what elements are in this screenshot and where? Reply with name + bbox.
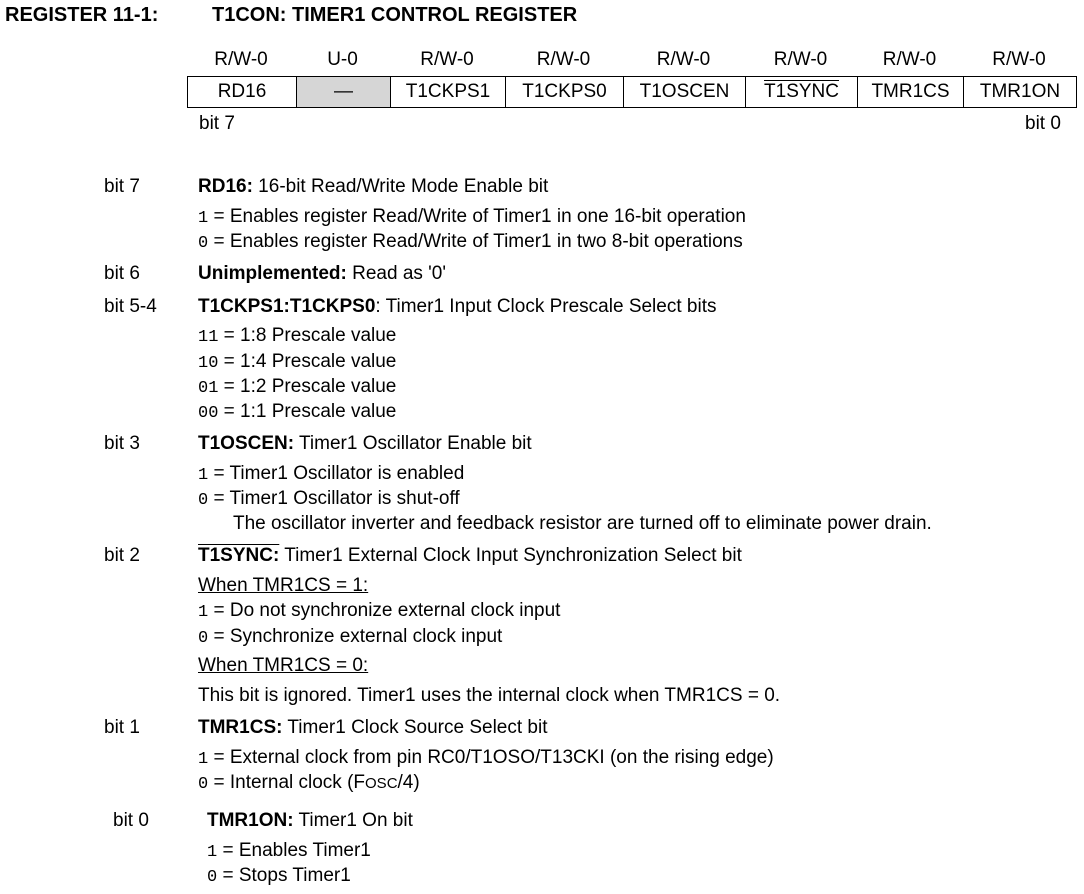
bit-value: 0	[198, 234, 209, 253]
condition-tmr1cs-1: When TMR1CS = 1:	[198, 575, 369, 596]
access-bit1: R/W-0	[882, 49, 937, 70]
value-meaning: = Timer1 Oscillator is enabled	[208, 463, 465, 484]
value-line	[198, 600, 560, 622]
value-line	[198, 401, 396, 423]
value-line	[198, 351, 396, 373]
bit-name: Unimplemented:	[198, 263, 347, 284]
value-line	[207, 865, 351, 887]
access-bit6: U-0	[327, 49, 358, 70]
bit-summary: Timer1 External Clock Input Synchronization Select bit	[279, 545, 742, 566]
value-line	[198, 463, 464, 485]
value-meaning: = 1:1 Prescale value	[218, 401, 397, 422]
bit-heading	[207, 810, 413, 832]
value-meaning: = 1:8 Prescale value	[218, 325, 397, 346]
value-meaning: = Stops Timer1	[217, 865, 351, 886]
value-line	[198, 747, 774, 769]
msb-label: bit 7	[199, 113, 235, 134]
bit-heading	[198, 545, 742, 567]
register-name: T1CON: TIMER1 CONTROL REGISTER	[212, 4, 578, 26]
value-meaning: = Synchronize external clock input	[208, 626, 503, 647]
bit-summary: 16-bit Read/Write Mode Enable bit	[252, 176, 549, 197]
bit-heading	[198, 263, 446, 285]
value-line	[198, 626, 502, 648]
value-line	[198, 206, 746, 228]
value-meaning: = Enables register Read/Write of Timer1 in two 8-bit operations	[208, 231, 743, 252]
condition-tmr1cs-0: When TMR1CS = 0:	[198, 655, 369, 676]
value-line	[198, 231, 743, 253]
access-bit4: R/W-0	[536, 49, 591, 70]
oscillator-note: The oscillator inverter and feedback resistor are turned off to eliminate power drain.	[233, 513, 932, 534]
value-meaning: = 1:2 Prescale value	[218, 376, 397, 397]
t1sync-overlined-label: T1SYNC	[764, 81, 839, 102]
value-line	[198, 488, 460, 510]
bit-label: bit 6	[104, 263, 140, 284]
value-meaning: = Enables register Read/Write of Timer1 in one 16-bit operation	[208, 206, 746, 227]
register-bit-table	[187, 76, 1077, 108]
bit-label: bit 7	[104, 176, 140, 197]
bit-value: 1	[207, 843, 218, 862]
bit-cell-t1oscen: T1OSCEN	[624, 77, 746, 108]
value-meaning: = Do not synchronize external clock input	[208, 600, 561, 621]
bit-summary: Timer1 On bit	[293, 810, 413, 831]
fosc-smallcaps: OSC	[365, 775, 398, 792]
bit-cell-unimplemented: —	[297, 77, 391, 108]
bit-name: T1SYNC:	[198, 545, 280, 566]
bit-value: 10	[198, 354, 219, 373]
register-title	[5, 4, 578, 27]
bit-cell-rd16: RD16	[188, 77, 297, 108]
bit-name: T1CKPS1:T1CKPS0	[198, 296, 376, 317]
bit-value: 00	[198, 404, 219, 423]
bit-summary: Read as '0'	[346, 263, 447, 284]
bit-heading	[198, 176, 548, 198]
access-bit0: R/W-0	[992, 49, 1046, 70]
bit-label: bit 0	[113, 810, 149, 831]
value-meaning: = 1:4 Prescale value	[218, 351, 397, 372]
bit-value: 1	[198, 750, 209, 769]
value-meaning: = External clock from pin RC0/T1OSO/T13CKI (on the rising edge)	[208, 747, 774, 768]
bit-value: 1	[198, 603, 209, 622]
value-meaning: = Timer1 Oscillator is shut-off	[208, 488, 460, 509]
register-number: REGISTER 11-1:	[5, 4, 159, 26]
bit-cell-tmr1cs: TMR1CS	[858, 77, 964, 108]
bit-name: TMR1CS:	[198, 717, 283, 738]
value-meaning-tail: /4)	[397, 772, 420, 793]
bit-label: bit 3	[104, 433, 140, 454]
access-bit2: R/W-0	[773, 49, 828, 70]
access-bit7: R/W-0	[214, 49, 268, 70]
bit-heading	[198, 717, 548, 739]
bit-heading	[198, 433, 532, 455]
bit-name: T1OSCEN:	[198, 433, 295, 454]
bit-name: RD16:	[198, 176, 253, 197]
bit-heading	[198, 296, 716, 318]
lsb-label: bit 0	[1025, 113, 1061, 134]
access-bit5: R/W-0	[420, 49, 474, 70]
ignored-note: This bit is ignored. Timer1 uses the internal clock when TMR1CS = 0.	[198, 685, 781, 706]
bit-value: 01	[198, 379, 219, 398]
value-meaning: = Internal clock (F	[208, 772, 366, 793]
value-meaning: = Enables Timer1	[217, 840, 371, 861]
bit-summary: Timer1 Oscillator Enable bit	[294, 433, 532, 454]
access-bit3: R/W-0	[656, 49, 711, 70]
bit-value: 0	[207, 868, 218, 887]
bit-value: 0	[198, 491, 209, 510]
bit-value: 0	[198, 629, 209, 648]
bit-label: bit 2	[104, 545, 140, 566]
bit-value: 11	[198, 328, 219, 347]
value-line	[207, 840, 371, 862]
bit-cell-tmr1on: TMR1ON	[964, 77, 1077, 108]
bit-value: 0	[198, 775, 209, 794]
bit-value: 1	[198, 466, 209, 485]
value-line	[198, 325, 396, 347]
bit-label: bit 5-4	[104, 296, 157, 317]
value-line	[198, 772, 420, 794]
bit-summary: Timer1 Clock Source Select bit	[282, 717, 548, 738]
bit-cell-t1sync	[746, 77, 858, 108]
bit-summary: : Timer1 Input Clock Prescale Select bits	[375, 296, 717, 317]
bit-cell-t1ckps1: T1CKPS1	[391, 77, 506, 108]
bit-value: 1	[198, 209, 209, 228]
bit-label: bit 1	[104, 717, 140, 738]
value-line	[198, 376, 396, 398]
bit-name: TMR1ON:	[207, 810, 294, 831]
bit-cell-t1ckps0: T1CKPS0	[506, 77, 624, 108]
register-bit-row	[188, 77, 1077, 108]
